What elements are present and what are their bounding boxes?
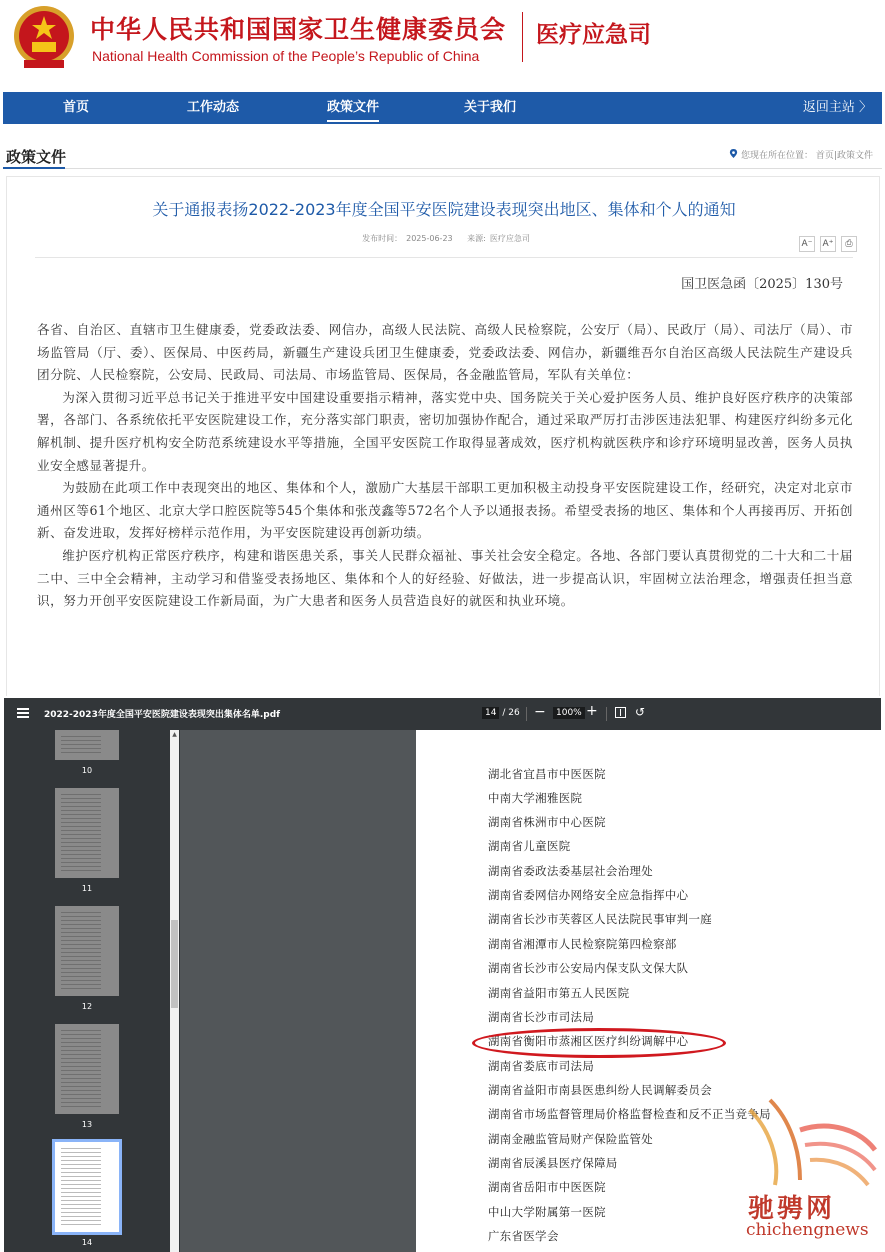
article-title: 关于通报表扬2022-2023年度全国平安医院建设表现突出地区、集体和个人的通知 bbox=[152, 200, 736, 219]
list-item: 湖南省长沙市司法局 bbox=[488, 1010, 595, 1024]
list-item: 湖南省长沙市芙蓉区人民法院民事审判一庭 bbox=[488, 912, 713, 926]
list-item: 湖南省益阳市南县医患纠纷人民调解委员会 bbox=[488, 1083, 713, 1097]
page-thumbnail-selected[interactable] bbox=[55, 1142, 119, 1232]
watermark-text-en: chichengnews bbox=[746, 1220, 869, 1240]
list-item: 湖南金融监管局财产保险监管处 bbox=[488, 1132, 654, 1146]
font-decrease-button[interactable]: A⁻ bbox=[799, 236, 815, 252]
site-title-cn: 中华人民共和国国家卫生健康委员会 bbox=[90, 15, 507, 44]
nav-home[interactable]: 首页 bbox=[63, 100, 90, 115]
list-item: 湖南省辰溪县医疗保障局 bbox=[488, 1156, 618, 1170]
page-thumbnail[interactable] bbox=[55, 1024, 119, 1114]
breadcrumb-separator: | bbox=[833, 151, 837, 161]
source-value: 医疗应急司 bbox=[489, 234, 530, 243]
list-item: 湖南省湘潭市人民检察院第四检察部 bbox=[488, 937, 677, 951]
article-meta bbox=[7, 233, 881, 244]
article-panel bbox=[6, 176, 880, 696]
page-thumbnail[interactable] bbox=[55, 730, 119, 760]
section-divider bbox=[3, 168, 882, 169]
list-item: 湖南省娄底市司法局 bbox=[488, 1059, 595, 1073]
location-pin-icon bbox=[729, 149, 738, 158]
document-number: 国卫医急函〔2025〕130号 bbox=[681, 277, 843, 292]
list-item-highlighted: 湖南省衡阳市蒸湘区医疗纠纷调解中心 bbox=[488, 1034, 689, 1048]
list-item: 中山大学附属第一医院 bbox=[488, 1205, 606, 1219]
section-underline bbox=[3, 167, 65, 169]
source-label: 来源: bbox=[467, 234, 486, 243]
print-icon[interactable]: ⎙ bbox=[841, 236, 857, 252]
header-divider bbox=[522, 12, 523, 62]
article-body bbox=[37, 319, 853, 613]
list-item: 湖南省委政法委基层社会治理处 bbox=[488, 864, 654, 878]
zoom-level-input[interactable]: 100% bbox=[553, 707, 585, 719]
section-title: 政策文件 bbox=[6, 148, 67, 166]
toolbar-divider bbox=[606, 707, 607, 721]
scroll-up-arrow-icon[interactable]: ▲ bbox=[172, 731, 177, 738]
list-item: 中南大学湘雅医院 bbox=[488, 791, 583, 805]
breadcrumb-location-label: 您现在所在位置： bbox=[741, 151, 814, 161]
pdf-filename: 2022-2023年度全国平安医院建设表现突出集体名单.pdf bbox=[44, 710, 281, 720]
thumbnail-sidebar bbox=[4, 730, 180, 1252]
thumbnail-scroll-thumb[interactable] bbox=[171, 920, 178, 1008]
highlight-circle bbox=[472, 1028, 726, 1058]
article-tools bbox=[794, 231, 857, 252]
thumbnail-page-number: 13 bbox=[81, 1120, 93, 1129]
list-item: 湖南省儿童医院 bbox=[488, 839, 571, 853]
page-thumbnail[interactable] bbox=[55, 788, 119, 878]
breadcrumb-home[interactable]: 首页 bbox=[815, 151, 834, 161]
addressee-paragraph: 各省、自治区、直辖市卫生健康委，党委政法委、网信办，高级人民法院、高级人民检察院，公安厅（局）、民政厅（局）、司法厅（局）、市场监管局（厅、委）、医保局、中医药局，新疆生产建设兵团卫生健康委，党委政法委、网信办，新疆维吾尔自治区高级人民法院生产建设兵团分院、人民检察院，公安局、民政局、司法局、市场监管局、医保局，各金融监管局，军队有关单位： bbox=[37, 322, 853, 383]
site-title-en: National Health Commission of the People’s Republic of China bbox=[92, 48, 480, 64]
list-item: 湖南省市场监督管理局价格监督检查和反不正当竞争局 bbox=[488, 1107, 771, 1121]
list-item: 湖南省委网信办网络安全应急指挥中心 bbox=[488, 888, 689, 902]
watermark-text-cn: 驰骋网 bbox=[748, 1194, 836, 1224]
body-paragraph: 维护医疗机构正常医疗秩序，构建和谐医患关系，事关人民群众福祉、事关社会安全稳定。各地、各部门要认真贯彻党的二十大和二十届二中、三中全会精神，主动学习和借鉴受表扬地区、集体和个人的好经验、好做法，进一步提高认识，牢固树立法治理念，增强责任担当意识，努力开创平安医院建设工作新局面，为广大患者和医务人员营造良好的就医和执业环境。 bbox=[37, 547, 853, 609]
list-item: 湖南省益阳市第五人民医院 bbox=[488, 986, 630, 1000]
breadcrumb-current[interactable]: 政策文件 bbox=[836, 151, 873, 161]
breadcrumb bbox=[729, 148, 873, 161]
article-divider bbox=[35, 257, 853, 258]
list-item: 湖北省宜昌市中医医院 bbox=[488, 767, 606, 781]
list-item: 湖南省长沙市公安局内保支队文保大队 bbox=[488, 961, 689, 975]
publish-date: 2025-06-23 bbox=[406, 234, 453, 243]
rotate-icon[interactable]: ↺ bbox=[635, 705, 646, 719]
nav-policy-documents[interactable]: 政策文件 bbox=[327, 92, 379, 122]
department-name: 医疗应急司 bbox=[536, 22, 651, 48]
list-item: 湖南省岳阳市中医医院 bbox=[488, 1180, 606, 1194]
total-pages: 26 bbox=[508, 708, 520, 718]
zoom-in-button[interactable]: + bbox=[586, 703, 598, 719]
page-indicator bbox=[482, 707, 520, 719]
thumbnail-page-number: 11 bbox=[81, 884, 93, 893]
pdf-toolbar bbox=[4, 698, 881, 730]
list-item: 广东省医学会 bbox=[488, 1229, 559, 1243]
list-item: 湖南省株洲市中心医院 bbox=[488, 815, 606, 829]
toolbar-divider bbox=[526, 707, 527, 721]
menu-icon[interactable] bbox=[17, 708, 29, 718]
body-paragraph: 为鼓励在此项工作中表现突出的地区、集体和个人，激励广大基层干部职工更加积极主动投身平安医院建设工作，经研究，决定对北京市通州区等61个地区、北京大学口腔医院等545个集体和张茂鑫等572名个人予以通报表扬。希望受表扬的地区、集体和个人再接再厉、开拓创新、奋发进取，发挥好榜样示范作用，为平安医院建设再创新功绩。 bbox=[37, 480, 853, 541]
nav-work-news[interactable]: 工作动态 bbox=[187, 100, 240, 115]
zoom-out-button[interactable]: − bbox=[534, 704, 546, 720]
site-header bbox=[0, 0, 885, 90]
font-increase-button[interactable]: A⁺ bbox=[820, 236, 836, 252]
current-page-input[interactable]: 14 bbox=[482, 707, 499, 719]
thumbnail-page-number: 12 bbox=[81, 1002, 93, 1011]
thumbnail-page-number: 14 bbox=[81, 1238, 93, 1247]
national-emblem-icon bbox=[10, 4, 78, 72]
thumbnail-page-number: 10 bbox=[81, 766, 93, 775]
main-nav bbox=[3, 92, 882, 124]
body-paragraph: 为深入贯彻习近平总书记关于推进平安中国建设重要指示精神，落实党中央、国务院关于关心爱护医务人员、维护良好医疗秩序的决策部署，各部门、各系统依托平安医院建设工作，充分落实部门职责，密切加强协作配合，通过采取严厉打击涉医违法犯罪、构建医疗纠纷多元化解机制、提升医疗机构安全防范系统建设水平等措施，全国平安医院工作取得显著成效，医疗机构就医秩序和诊疗环境明显改善，医务人员执业安全感显著提升。 bbox=[37, 389, 853, 473]
nav-about-us[interactable]: 关于我们 bbox=[464, 100, 517, 115]
publish-label: 发布时间： bbox=[362, 234, 403, 243]
page-separator: / bbox=[502, 708, 506, 718]
fit-page-icon[interactable] bbox=[615, 707, 626, 718]
back-to-main-site-link[interactable]: 返回主站 〉 bbox=[802, 100, 872, 115]
page-thumbnail[interactable] bbox=[55, 906, 119, 996]
